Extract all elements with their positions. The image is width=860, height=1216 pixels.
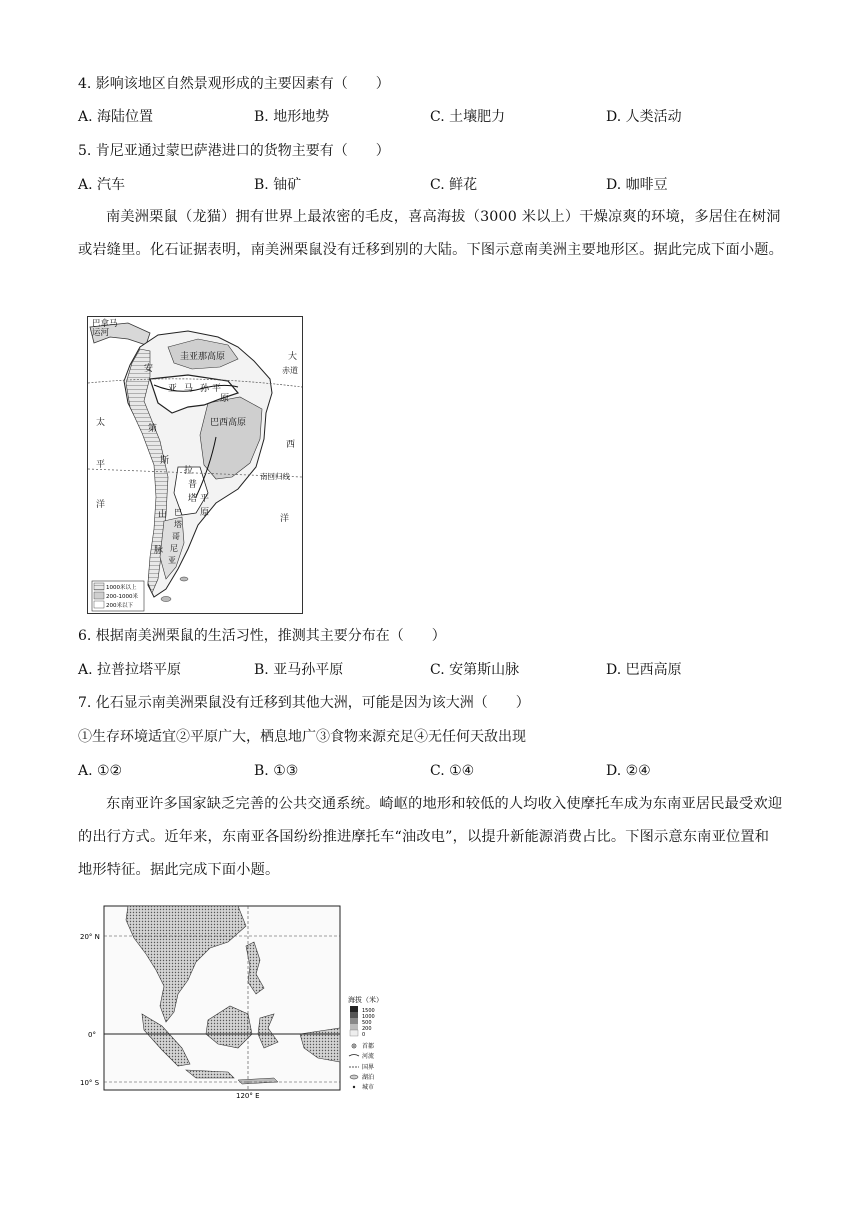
label-amazon-sun: 孙 bbox=[200, 384, 210, 394]
label-lat-10s: 10° S bbox=[80, 1079, 100, 1087]
q5-option-d: D. 咖啡豆 bbox=[606, 177, 668, 193]
q7-option-c: C. ①④ bbox=[430, 763, 475, 779]
map1-legend bbox=[92, 581, 144, 611]
label-pacific-tai: 太 bbox=[96, 418, 106, 428]
label-andes-di: 第 bbox=[148, 424, 158, 434]
label-pacific-ping: 平 bbox=[96, 460, 106, 470]
label-laplata-yuan: 原 bbox=[200, 508, 210, 518]
label-brazil-highlands: 巴西高原 bbox=[210, 418, 247, 428]
label-andes-si: 斯 bbox=[160, 456, 170, 466]
q7-option-b: B. ①③ bbox=[254, 763, 299, 779]
q4-option-c: C. 土壤肥力 bbox=[430, 109, 506, 125]
q7-option-a: A. ①② bbox=[78, 763, 123, 779]
label-panama: 巴拿马 bbox=[92, 319, 118, 329]
label-andes-mai: 脉 bbox=[154, 546, 164, 556]
q4-option-a: A. 海陆位置 bbox=[78, 109, 154, 125]
label-patagonia-ni: 尼 bbox=[170, 544, 178, 553]
legend-item-capital: 首都 bbox=[362, 1043, 375, 1050]
legend-level-1500: 1500 bbox=[362, 1008, 375, 1014]
legend-item-border: 国界 bbox=[362, 1064, 375, 1071]
label-lon-120e: 120° E bbox=[236, 1092, 260, 1098]
question-7-stem: 7. 化石显示南美洲栗鼠没有迁移到其他大洲，可能是因为该大洲（ ） bbox=[78, 695, 530, 711]
label-canal: 运河 bbox=[92, 328, 110, 338]
q7-option-d: D. ②④ bbox=[606, 763, 651, 779]
legend-label-high: 1000米以上 bbox=[106, 585, 137, 591]
label-atlantic-yang: 洋 bbox=[280, 514, 290, 524]
legend-level-200: 200 bbox=[362, 1026, 372, 1032]
label-patagonia-ge: 哥 bbox=[172, 532, 180, 541]
q6-option-a: A. 拉普拉塔平原 bbox=[78, 662, 182, 678]
tierra-del-fuego bbox=[161, 597, 171, 602]
southeast-asia-terrain-map bbox=[78, 902, 418, 1098]
legend-label-low: 200米以下 bbox=[106, 603, 133, 609]
legend-level-500: 500 bbox=[362, 1020, 372, 1026]
label-amazon-ya: 亚 bbox=[168, 384, 178, 394]
legend-swatch-high bbox=[94, 583, 104, 590]
q5-option-a: A. 汽车 bbox=[78, 177, 126, 193]
map2-legend bbox=[348, 995, 383, 1091]
question-6-stem: 6. 根据南美洲栗鼠的生活习性，推测其主要分布在（ ） bbox=[78, 628, 446, 644]
falkland-islands bbox=[180, 577, 188, 581]
label-laplata-pu: 普 bbox=[188, 480, 198, 490]
legend-level-1000: 1000 bbox=[362, 1014, 375, 1020]
legend-swatch-mid bbox=[94, 592, 104, 599]
q4-option-d: D. 人类活动 bbox=[606, 109, 682, 125]
label-amazon-yuan: 原 bbox=[220, 394, 230, 404]
label-patagonia-ba: 巴 bbox=[174, 508, 182, 517]
passage-southeast-asia-motorcycles: 东南亚许多国家缺乏完善的公共交通系统。崎岖的地形和较低的人均收入使摩托车成为东南亚居民最受欢迎的出行方式。近年来，东南亚各国纷纷推进摩托车“油改电”，以提升新能源消费占比。下图示意东南亚位置和地形特征。据此完成下面小题。 bbox=[78, 796, 783, 878]
label-atlantic-xi: 西 bbox=[286, 440, 296, 450]
label-laplata-ta: 塔 bbox=[188, 494, 198, 504]
passage-south-america-chinchilla: 南美洲栗鼠（龙猫）拥有世界上最浓密的毛皮，喜高海拔（3000 米以上）干燥凉爽的环境，多居住在树洞或岩缝里。化石证据表明，南美洲栗鼠没有迁移到别的大陆。下图示意南美洲主要地形区。据此完成下面小题。 bbox=[78, 209, 783, 258]
legend-item-city: 城市 bbox=[362, 1084, 375, 1091]
label-lat-0: 0° bbox=[88, 1031, 96, 1039]
legend-item-lake: 湖泊 bbox=[362, 1074, 375, 1081]
label-laplata-la: 拉 bbox=[184, 466, 194, 476]
q6-option-c: C. 安第斯山脉 bbox=[430, 662, 520, 678]
river-icon bbox=[349, 1055, 359, 1057]
label-pacific-yang: 洋 bbox=[96, 500, 106, 510]
label-tropic-capricorn: 南回归线 bbox=[260, 472, 290, 481]
label-guiana: 圭亚那高原 bbox=[180, 352, 226, 362]
q5-option-b: B. 铀矿 bbox=[254, 177, 302, 193]
city-icon bbox=[353, 1086, 355, 1088]
question-4-stem: 4. 影响该地区自然景观形成的主要因素有（ ） bbox=[78, 76, 390, 92]
label-andes-shan: 山 bbox=[158, 510, 168, 520]
legend-title: 海拔（米） bbox=[348, 996, 383, 1004]
lake-icon bbox=[350, 1075, 358, 1079]
south-america-terrain-map bbox=[87, 316, 303, 614]
legend-item-river: 河流 bbox=[362, 1053, 375, 1060]
question-7-choices: ①生存环境适宜②平原广大，栖息地广③食物来源充足④无任何天敌出现 bbox=[78, 729, 526, 745]
legend-swatch-low bbox=[94, 601, 104, 608]
q4-option-b: B. 地形地势 bbox=[254, 109, 330, 125]
legend-level-0: 0 bbox=[362, 1032, 366, 1038]
q6-option-d: D. 巴西高原 bbox=[606, 662, 682, 678]
label-amazon-ma: 马 bbox=[184, 384, 194, 394]
question-5-stem: 5. 肯尼亚通过蒙巴萨港进口的货物主要有（ ） bbox=[78, 143, 390, 159]
label-equator: 赤道 bbox=[282, 366, 298, 375]
legend-label-mid: 200-1000米 bbox=[106, 594, 138, 600]
label-patagonia-ya: 亚 bbox=[168, 556, 176, 565]
label-atlantic-da: 大 bbox=[288, 352, 298, 362]
q5-option-c: C. 鲜花 bbox=[430, 177, 478, 193]
label-andes-an: 安 bbox=[144, 364, 154, 374]
label-amazon-ping: 平 bbox=[212, 384, 222, 394]
label-laplata-ping: 平 bbox=[200, 494, 210, 504]
label-patagonia-ta: 塔 bbox=[174, 520, 182, 529]
label-lat-20n: 20° N bbox=[80, 933, 100, 941]
q6-option-b: B. 亚马孙平原 bbox=[254, 662, 344, 678]
